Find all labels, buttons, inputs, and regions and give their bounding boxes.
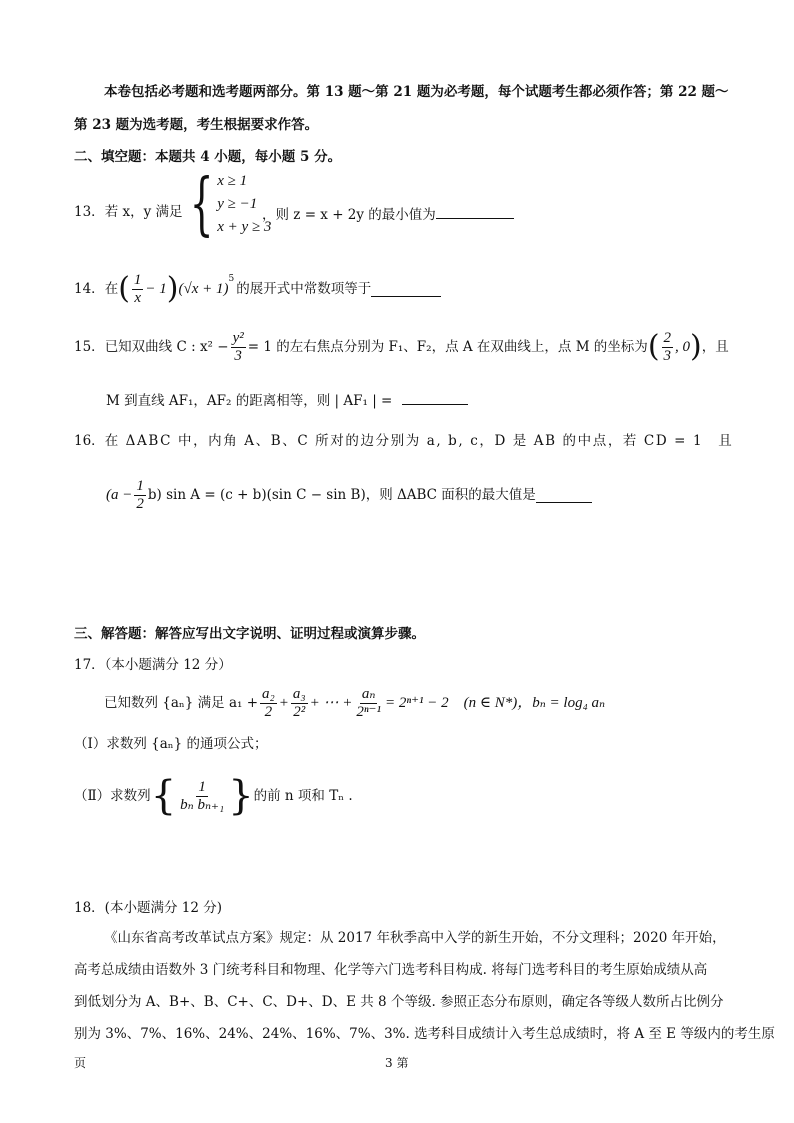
section2-heading: 二、填空题：本题共 4 小题，每小题 5 分。 xyxy=(74,149,342,165)
q17-term-n xyxy=(354,686,383,720)
q15-point-fraction xyxy=(662,330,674,364)
question-15 xyxy=(74,330,729,364)
q16-line1: 在 ΔABC 中，内角 A、B、C 所对的边分别为 a, b, c，D 是 AB 的中点，若 CD = 1 且 xyxy=(104,433,734,449)
q16-frac-den: 2 xyxy=(136,495,144,512)
right-paren-icon: ) xyxy=(690,329,702,364)
q13-mid: ，则 z = x + 2y 的最小值为 xyxy=(262,207,436,223)
q14-answer-blank xyxy=(371,282,441,297)
q17-term-2 xyxy=(260,686,277,720)
q17-dots: + ⋯ + xyxy=(309,695,353,711)
q18-line-2: 高考总成绩由语数外 3 门统考科目和物理、化学等六门选考科目构成. 将每门选考科目的考生原始成绩从高 xyxy=(74,962,708,978)
q17-part2-b: 的前 n 项和 Tₙ . xyxy=(253,787,353,804)
section3-heading: 三、解答题：解答应写出文字说明、证明过程或演算步骤。 xyxy=(74,626,425,642)
right-brace-icon: } xyxy=(228,773,254,819)
q17-part2-fraction xyxy=(178,779,226,813)
q13-constraint-3: x + y ≥ 3 xyxy=(217,219,272,235)
question-16 xyxy=(74,433,733,449)
q15-line1-c: ，且 xyxy=(701,338,729,355)
q17-term-3 xyxy=(291,686,308,720)
q16-answer-blank xyxy=(536,488,592,503)
q17-termn-den: 2ⁿ⁻¹ xyxy=(356,703,381,720)
q14-frac-num: 1 xyxy=(133,272,142,288)
q15-fraction xyxy=(231,330,246,364)
q15-line1-b: = 1 的左右焦点分别为 F₁、F₂，点 A 在双曲线上，点 M 的坐标为 xyxy=(247,338,648,355)
q13-constraint-1: x ≥ 1 xyxy=(217,173,248,189)
q17-given-a: 已知数列 {aₙ} 满足 a₁ + xyxy=(104,694,259,711)
q14-fraction xyxy=(132,272,144,306)
q15-number: 15． xyxy=(74,338,105,355)
q17-term3-den: 2² xyxy=(293,703,306,720)
q17-term3-num: a₃ xyxy=(292,686,306,702)
q14-exponent: 5 xyxy=(228,273,235,284)
right-paren-icon: ) xyxy=(166,271,179,306)
intro-line-2: 第 23 题为选考题，考生根据要求作答。 xyxy=(74,117,319,133)
q15-answer-blank xyxy=(402,390,468,405)
q14-expr-b: (√x + 1) xyxy=(178,281,229,297)
left-brace-icon: { xyxy=(150,773,177,819)
left-paren-icon: ( xyxy=(647,329,660,364)
q15-frac-num: y² xyxy=(232,330,244,346)
q18-line-1: 《山东省高考改革试点方案》规定：从 2017 年秋季高中入学的新生开始，不分文理科；2020 年开始， xyxy=(104,930,726,946)
q17-part1: （Ⅰ）求数列 {aₙ} 的通项公式； xyxy=(74,736,268,752)
q18-line-4: 别为 3%、7%、16%、24%、24%、16%、7%、3%. 选考科目成绩计入考生总成绩时，将 A 至 E 等级内的考生原 xyxy=(74,1026,775,1042)
q15-frac-den: 3 xyxy=(234,347,242,364)
q17-given: 已知数列 {aₙ} 满足 a₁ + $\frac{\text{a₂}}{2}$ + $\frac{\text{a₃}}{\text{2²}}$ + ⋯ + $\frac{\text{aₙ}}{\text{2ⁿ⁻¹}}$ = 2ⁿ⁺¹ − 2 (n ∈ N*)，bₙ = log₄ aₙ xyxy=(104,686,606,720)
q16-fraction xyxy=(134,478,146,512)
q15-point-num: 2 xyxy=(663,330,672,346)
q16-frac-num: 1 xyxy=(136,478,144,494)
q14-frac-den: x xyxy=(134,289,141,306)
q17-p2-den: bₙ bₙ₊₁ xyxy=(180,796,225,813)
q17-p2-num: 1 xyxy=(198,779,206,795)
q15-line1-a: 已知双曲线 C : x² − xyxy=(104,338,229,355)
q13-constraint-system xyxy=(180,164,272,244)
q15-point-rest: , 0 xyxy=(675,339,691,355)
q17-term2-num: a₂ xyxy=(262,686,275,702)
intro-line-1: 本卷包括必考题和选考题两部分。第 13 题～第 21 题为必考题，每个试题考生都必须作答；第 22 题～ xyxy=(104,84,729,100)
q17-given-b: = 2ⁿ⁺¹ − 2 (n ∈ N*)，bₙ = log₄ aₙ xyxy=(384,695,606,711)
q13-constraint-2: y ≥ −1 xyxy=(217,196,258,212)
left-paren-icon: ( xyxy=(118,271,130,306)
q14-post: 的展开式中常数项等于 xyxy=(236,280,372,297)
q14-number: 14． xyxy=(74,280,105,297)
q14-pre: 在 xyxy=(104,280,119,297)
q15-point-den: 3 xyxy=(663,347,672,364)
question-16-line2 xyxy=(106,478,592,512)
q13-pre: 若 x，y 满足 xyxy=(104,204,183,220)
q17-term2-den: 2 xyxy=(264,703,273,720)
left-brace-icon: { xyxy=(189,164,214,244)
q13-number: 13． xyxy=(74,204,105,220)
q16-line2-a: (a − xyxy=(106,487,133,503)
question-14 xyxy=(74,272,441,306)
question-15-line2 xyxy=(106,390,468,409)
q16-line2-b: b) sin A = (c + b)(sin C − sin B)，则 ΔABC 面积的最大值是 xyxy=(147,486,536,503)
q16-number: 16． xyxy=(74,433,105,449)
q18-title: 18．(本小题满分 12 分) xyxy=(74,900,222,916)
footer-page-number: 3 第 xyxy=(385,1056,409,1070)
footer-left: 页 xyxy=(74,1056,87,1070)
q17-title: 17．（本小题满分 12 分） xyxy=(74,657,232,673)
q13-answer-blank xyxy=(436,204,514,219)
q17-termn-num: aₙ xyxy=(361,686,376,702)
q14-expr-a: − 1 xyxy=(145,281,167,297)
q15-line2: M 到直线 AF₁，AF₂ 的距离相等，则 | AF₁ | = xyxy=(106,393,393,409)
q18-line-3: 到低划分为 A、B+、B、C+、C、D+、D、E 共 8 个等级. 参照正态分布原则，确定各等级人数所占比例分 xyxy=(74,994,724,1010)
q17-part2 xyxy=(74,773,353,819)
q17-part2-a: （Ⅱ）求数列 xyxy=(74,787,151,804)
